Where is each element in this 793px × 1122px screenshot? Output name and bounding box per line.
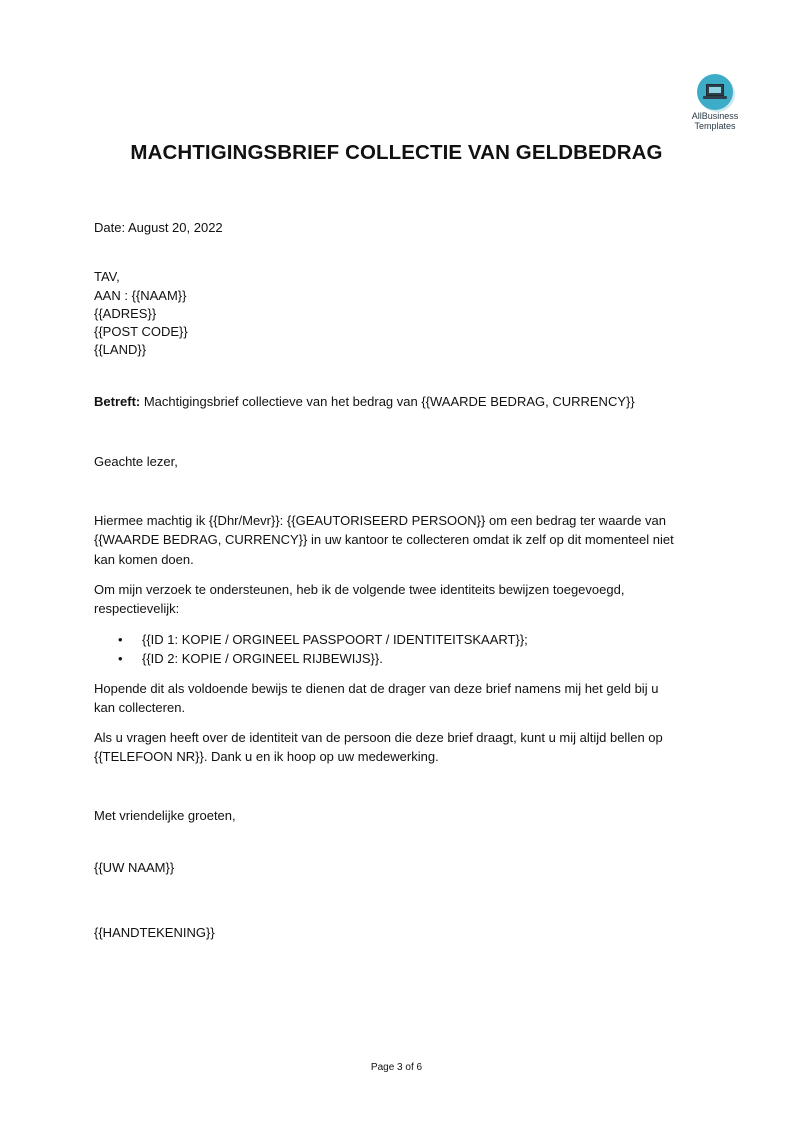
subject-text: Machtigingsbrief collectieve van het bedrag van {{WAARDE BEDRAG, CURRENCY}} [140,394,635,409]
salutation: Geachte lezer, [94,454,178,469]
laptop-icon [697,74,733,110]
id-bullet-list [118,630,528,668]
subject-line [94,392,635,411]
logo-text [686,111,744,131]
bullet-text: {{ID 2: KOPIE / ORGINEEL RIJBEWIJS}}. [142,651,383,666]
document-title: MACHTIGINGSBRIEF COLLECTIE VAN GELDBEDRAG [130,141,663,164]
paragraph-3-line-2: kan collecteren. [94,700,186,715]
closing: Met vriendelijke groeten, [94,808,236,823]
paragraph-2-line-2: respectievelijk: [94,601,180,616]
bullet-text: {{ID 1: KOPIE / ORGINEEL PASSPOORT / IDENTITEITSKAART}}; [142,632,528,647]
address-line-aan: AAN : {{NAAM}} [94,288,187,303]
paragraph-1-line-1: Hiermee machtig ik {{Dhr/Mevr}}: {{GEAUTORISEERD PERSOON}} om een bedrag ter waarde van [94,513,667,528]
allbusiness-templates-logo [686,74,744,131]
paragraph-3-line-1: Hopende dit als voldoende bewijs te dienen dat de drager van deze brief namens mij het geld bij u [94,681,659,696]
signature-placeholder: {{HANDTEKENING}} [94,925,215,940]
address-line-land: {{LAND}} [94,342,147,357]
address-line-tav: TAV, [94,269,120,284]
subject-label: Betreft: [94,394,141,409]
paragraph-2-line-1: Om mijn verzoek te ondersteunen, heb ik de volgende twee identiteits bewijzen toegevoegd, [94,582,625,597]
paragraph-1-line-2: {{WAARDE BEDRAG, CURRENCY}} in uw kantoor te collecteren omdat ik zelf op dit momenteel niet [94,532,674,547]
address-line-adres: {{ADRES}} [94,306,157,321]
bullet-icon: • [118,651,123,666]
date-line: Date: August 20, 2022 [94,220,223,235]
logo-line-1: AllBusiness [691,111,739,121]
bullet-icon: • [118,632,123,647]
paragraph-1-line-3: kan komen doen. [94,552,194,567]
sender-name: {{UW NAAM}} [94,860,175,875]
page-number: Page 3 of 6 [370,1062,423,1073]
paragraph-4-line-2: {{TELEFOON NR}}. Dank u en ik hoop op uw medewerking. [94,749,439,764]
list-item [118,630,528,649]
paragraph-4-line-1: Als u vragen heeft over de identiteit van de persoon die deze brief draagt, kunt u mij altijd bellen op [94,730,663,745]
list-item [118,649,528,668]
address-line-postcode: {{POST CODE}} [94,324,188,339]
logo-line-2: Templates [694,121,736,131]
